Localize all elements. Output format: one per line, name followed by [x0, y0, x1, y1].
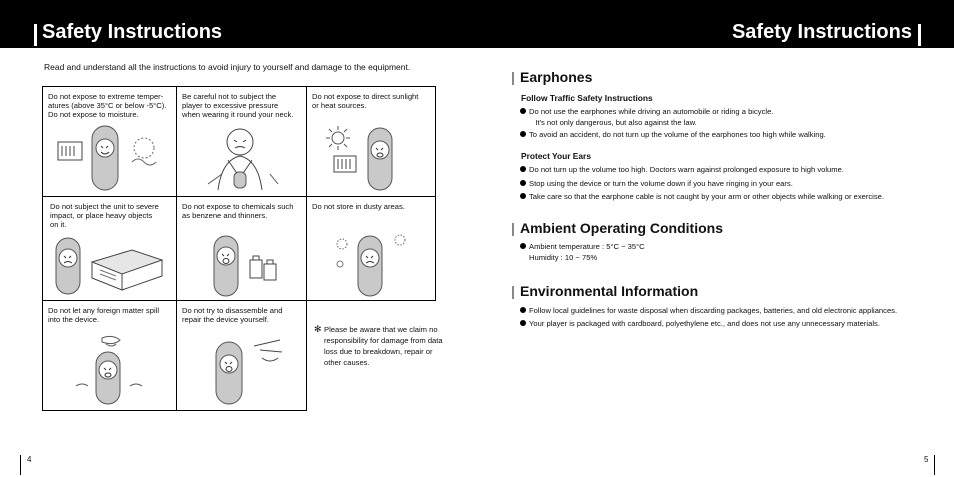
bullet-icon	[520, 180, 526, 186]
player-chemicals-illustration	[204, 230, 284, 298]
asterisk-icon: ✻	[314, 324, 322, 334]
list-item: Do not turn up the volume too high. Doctors warn against prolonged exposure to high volume.	[520, 164, 524, 197]
footer-divider-right	[934, 455, 935, 475]
player-sun-illustration	[326, 124, 416, 194]
cell-text: Do not try to disassemble and repair the device yourself.	[182, 306, 283, 324]
cell-text: Do not let any foreign matter spill into the device.	[48, 306, 160, 324]
list-item: Ambient temperature : 5°C ~ 35°C Humidity : 10 ~ 75%	[520, 241, 524, 274]
cell-text: Do not expose to extreme temper- atures (above 35°C or below -5°C). Do not expose to moisture.	[48, 92, 167, 119]
person-neck-illustration	[204, 124, 284, 194]
safety-cell-pressure	[176, 86, 306, 196]
header-divider-right	[918, 24, 921, 46]
section-marker	[512, 286, 514, 299]
safety-cell-impact	[42, 196, 176, 300]
bullet-icon	[520, 320, 526, 326]
environmental-heading: Environmental Information	[520, 283, 699, 299]
cell-text: Do not subject the unit to severe impact, or place heavy objects on it.	[50, 202, 159, 229]
cell-text: Do not expose to direct sunlight or heat sources.	[312, 92, 419, 110]
safety-cell-chemicals	[176, 196, 306, 300]
header-divider-left	[34, 24, 37, 46]
bullet-icon	[520, 166, 526, 172]
bullet-icon	[520, 131, 526, 137]
safety-cell-dust	[306, 196, 436, 300]
intro-text: Read and understand all the instructions to avoid injury to yourself and damage to the equipment.	[44, 62, 411, 72]
bullet-icon	[520, 243, 526, 249]
grid-line	[42, 410, 306, 411]
protect-ears-heading: Protect Your Ears	[521, 151, 591, 161]
list-item: Follow local guidelines for waste disposal when discarding packages, batteries, and old electronic appliances.	[520, 305, 524, 338]
disclaimer-text: Please be aware that we claim no responsibility for damage from data loss due to breakdown, repair or other causes.	[324, 325, 443, 367]
traffic-safety-heading: Follow Traffic Safety Instructions	[521, 93, 653, 103]
player-dust-illustration	[330, 230, 414, 298]
section-marker	[512, 72, 514, 85]
list-item: Do not use the earphones while driving an automobile or riding a bicycle. It's not only dangerous, but also against the law.	[520, 106, 524, 139]
footer-divider-left	[20, 455, 21, 475]
list-item: Your player is packaged with cardboard, polyethylene etc., and does not use any unnecessary materials.	[520, 318, 524, 351]
cell-text: Do not store in dusty areas.	[312, 202, 405, 211]
page-number-left: 4	[27, 455, 32, 464]
section-marker	[512, 223, 514, 236]
safety-cell-foreign-matter	[42, 300, 176, 410]
safety-cell-temperature	[42, 86, 176, 196]
cell-text: Be careful not to subject the player to excessive pressure when wearing it round your neck.	[182, 92, 294, 119]
safety-cell-sunlight	[306, 86, 436, 196]
earphones-heading: Earphones	[520, 69, 593, 85]
safety-cell-disassemble	[176, 300, 306, 410]
list-item: To avoid an accident, do not turn up the volume of the earphones too high while walking.	[520, 129, 524, 162]
list-item: Take care so that the earphone cable is not caught by your arm or other objects while walking or exercise.	[520, 191, 524, 224]
list-item: Stop using the device or turn the volume down if you have ringing in your ears.	[520, 178, 524, 211]
player-spill-illustration	[66, 334, 156, 406]
right-page-title: Safety Instructions	[731, 21, 912, 43]
bullet-icon	[520, 307, 526, 313]
ambient-heading: Ambient Operating Conditions	[520, 220, 723, 236]
bullet-icon	[520, 193, 526, 199]
player-heavy-object-illustration	[52, 230, 170, 296]
page-number-right: 5	[924, 455, 929, 464]
player-repair-illustration	[202, 334, 292, 406]
player-heat-illustration	[52, 120, 167, 192]
cell-text: Do not expose to chemicals such as benzene and thinners.	[182, 202, 294, 220]
left-page-title: Safety Instructions	[42, 21, 223, 43]
bullet-icon	[520, 108, 526, 114]
